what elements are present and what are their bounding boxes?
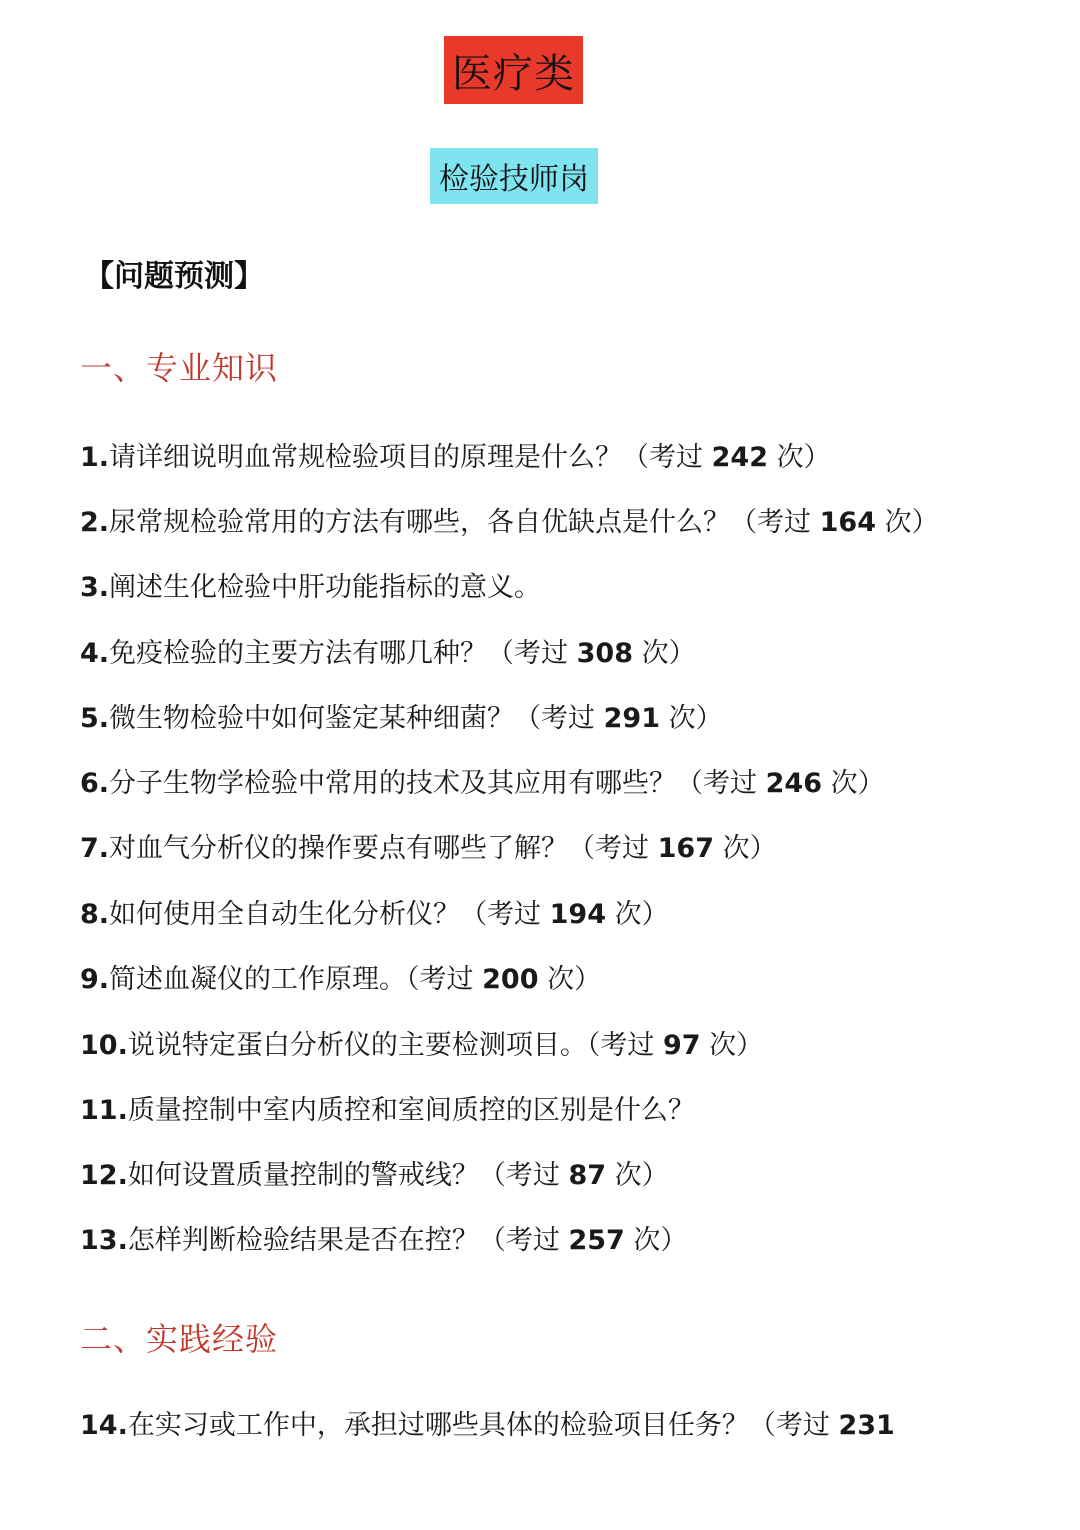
question-item	[80, 962, 601, 998]
count-suffix: 次）	[633, 638, 696, 669]
count-suffix: 次）	[714, 833, 777, 864]
question-number: 10.	[80, 1030, 128, 1061]
exam-count: 257	[568, 1225, 625, 1256]
count-prefix: （考过	[478, 1225, 569, 1256]
exam-count: 231	[838, 1410, 895, 1441]
question-number: 11.	[80, 1095, 128, 1126]
count-prefix: （考过	[748, 1410, 839, 1441]
question-number: 3.	[80, 572, 110, 603]
question-text: 简述血凝仪的工作原理。	[109, 964, 407, 995]
question-text: 免疫检验的主要方法有哪几种？	[109, 638, 488, 669]
question-number: 5.	[80, 703, 110, 734]
section-title-knowledge: 一、专业知识	[80, 349, 279, 387]
question-item	[80, 636, 696, 672]
question-text: 在实习或工作中，承担过哪些具体的检验项目任务？	[127, 1410, 749, 1441]
exam-count: 87	[568, 1160, 607, 1191]
count-suffix: 次）	[538, 964, 602, 995]
position-title: 检验技师岗	[430, 148, 598, 204]
count-prefix: （考过	[586, 1030, 663, 1061]
exam-count: 97	[662, 1030, 701, 1061]
section-title-practice: 二、实践经验	[80, 1320, 279, 1358]
exam-count: 194	[549, 899, 607, 930]
count-suffix: 次）	[822, 768, 885, 799]
question-item	[80, 1028, 763, 1064]
exam-count: 164	[819, 507, 877, 538]
question-text: 分子生物学检验中常用的技术及其应用有哪些？	[109, 768, 677, 799]
count-suffix: 次）	[700, 1030, 764, 1061]
question-item	[80, 766, 885, 802]
question-text: 阐述生化检验中肝功能指标的意义。	[109, 572, 542, 603]
question-number: 4.	[80, 638, 110, 669]
question-text: 怎样判断检验结果是否在控？	[127, 1225, 479, 1256]
question-number: 7.	[80, 833, 110, 864]
question-item	[80, 831, 777, 867]
forecast-heading: 【问题预测】	[84, 259, 264, 294]
exam-count: 308	[576, 638, 634, 669]
question-number: 13.	[80, 1225, 128, 1256]
exam-count: 242	[711, 442, 769, 473]
question-number: 9.	[80, 964, 110, 995]
question-text: 微生物检验中如何鉴定某种细菌？	[109, 703, 515, 734]
count-suffix: 次）	[624, 1225, 688, 1256]
question-number: 8.	[80, 899, 110, 930]
count-prefix: （考过	[487, 638, 577, 669]
count-suffix: 次）	[876, 507, 939, 538]
count-prefix: （考过	[730, 507, 820, 538]
question-number: 14.	[80, 1410, 128, 1441]
count-suffix: 次）	[606, 1160, 669, 1191]
question-item	[80, 1093, 695, 1129]
count-suffix: 次）	[768, 442, 831, 473]
count-prefix: （考过	[676, 768, 766, 799]
exam-count: 167	[657, 833, 715, 864]
count-prefix: （考过	[406, 964, 483, 995]
count-prefix: （考过	[478, 1160, 569, 1191]
question-text: 尿常规检验常用的方法有哪些，各自优缺点是什么？	[109, 507, 731, 538]
question-text: 如何设置质量控制的警戒线？	[127, 1160, 479, 1191]
category-title: 医疗类	[444, 36, 583, 104]
question-text: 说说特定蛋白分析仪的主要检测项目。	[127, 1030, 587, 1061]
question-item	[80, 1158, 669, 1194]
question-item	[80, 505, 939, 541]
count-prefix: （考过	[568, 833, 658, 864]
question-text: 如何使用全自动生化分析仪？	[109, 899, 461, 930]
question-number: 2.	[80, 507, 110, 538]
question-number: 1.	[80, 442, 110, 473]
question-item	[80, 440, 831, 476]
count-prefix: （考过	[514, 703, 604, 734]
question-text: 质量控制中室内质控和室间质控的区别是什么？	[127, 1095, 695, 1126]
question-item	[80, 1223, 687, 1259]
question-item	[80, 1408, 895, 1444]
question-item	[80, 570, 541, 606]
exam-count: 246	[765, 768, 823, 799]
exam-count: 291	[603, 703, 661, 734]
question-item	[80, 897, 669, 933]
question-text: 请详细说明血常规检验项目的原理是什么？	[109, 442, 623, 473]
count-suffix: 次）	[606, 899, 669, 930]
question-item	[80, 701, 723, 737]
question-number: 12.	[80, 1160, 128, 1191]
exam-count: 200	[482, 964, 539, 995]
count-prefix: （考过	[622, 442, 712, 473]
count-suffix: 次）	[660, 703, 723, 734]
count-prefix: （考过	[460, 899, 550, 930]
question-number: 6.	[80, 768, 110, 799]
question-text: 对血气分析仪的操作要点有哪些了解？	[109, 833, 569, 864]
